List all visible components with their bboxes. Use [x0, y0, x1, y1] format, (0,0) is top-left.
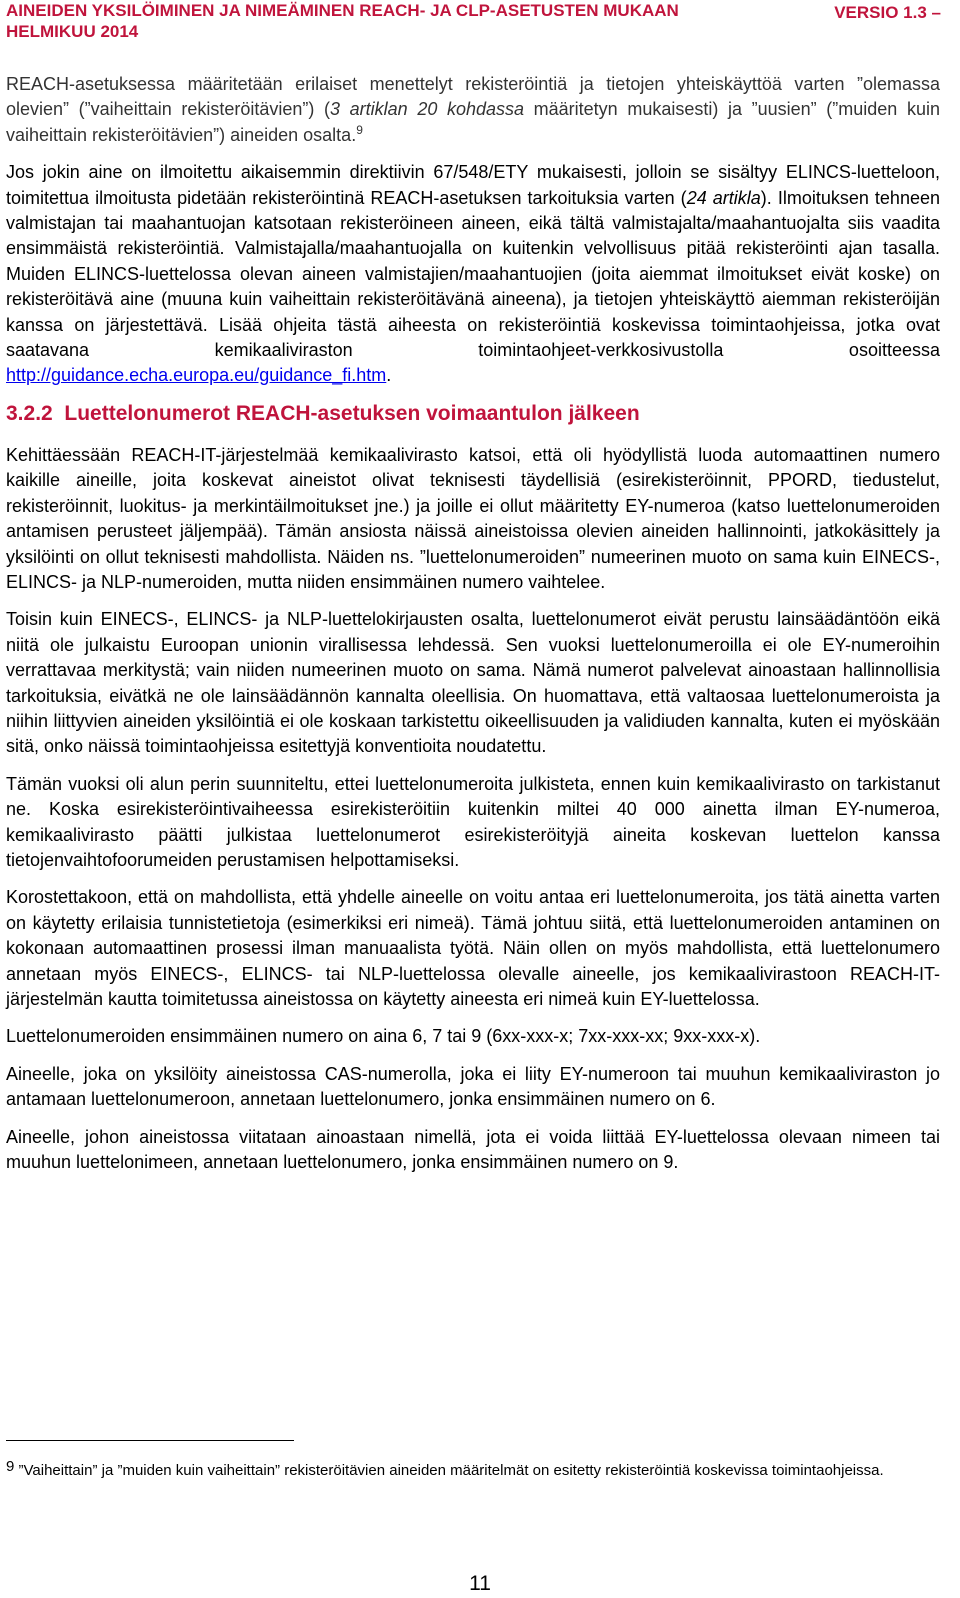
document-body: [6, 72, 940, 1187]
paragraph: Korostettakoon, että on mahdollista, että yhdelle aineelle on voitu antaa eri luettelonumeroita, jos tätä ainetta varten on käytetty erilaisia tunnistetietoja (esimerkiksi eri nimeä). Tämä johtuu siitä, että luettelonumeroiden antaminen on kokonaan automaattinen prosessi ilman manuaalista työtä. Näin ollen on myös mahdollista, että luettelonumero annetaan myös EINECS-, ELINCS- tai NLP-luettelossa olevalle aineelle, jos kemikaalivirastoon REACH-IT-järjestelmän kautta toimitetussa aineistossa on käytetty aineesta eri nimeä kuin EY-luettelossa.: [6, 887, 940, 1009]
footnote-reference[interactable]: 9: [356, 122, 363, 137]
section-heading: [6, 401, 940, 427]
footnote: [6, 1456, 940, 1481]
header-version: VERSIO 1.3 –: [834, 3, 941, 22]
footnote-text: ”Vaiheittain” ja ”muiden kuin vaiheittain” rekisteröitävien aineiden määritelmät on esitetty rekisteröintiä koskevissa toimintaohjeissa.: [18, 1462, 884, 1479]
paragraph: Aineelle, johon aineistossa viitataan ainoastaan nimellä, jota ei voida liittää EY-luettelossa olevaan nimeen tai muuhun luettelonimeen, annetaan luettelonumero, jonka ensimmäinen numero on 9.: [6, 1126, 940, 1173]
paragraph: Toisin kuin EINECS-, ELINCS- ja NLP-luettelokirjausten osalta, luettelonumerot eivät perustu lainsäädäntöön eikä niitä ole julkaistu Euroopan unionin virallisessa lehdessä. Sen vuoksi luettelonumeroilla ei ole EY-numeroihin verrattavaa merkitystä; vain niiden numeerinen muoto on sama. Nämä numerot palvelevat ainoastaan hallinnollisia tarkoituksia, eivätkä ne ole lainsäädännön kannalta oleellisia. On huomattava, että valtaosaa luettelonumeroista ja niihin liittyvien aineiden yksilöintiä ei ole koskaan tarkistettu oikeellisuuden ja validiuden kannalta, kuten ei myöskään sitä, onko näissä toimintaohjeissa esitettyjä konventioita noudatettu.: [6, 609, 940, 757]
footnote-number: 9: [6, 1458, 15, 1475]
text-run: Jos jokin aine on ilmoitettu aikaisemmin direktiivin 67/548/ETY mukaisesti, jolloin se sisältyy ELINCS-luetteloon, toimitettua ilmoitusta pidetään rekisteröintinä REACH-asetuksen tarkoituksia varten (: [6, 162, 940, 208]
paragraph-elincs: [6, 160, 940, 389]
footnote-divider: [6, 1440, 294, 1441]
paragraph: Kehittäessään REACH-IT-järjestelmää kemikaalivirasto katsoi, että oli hyödyllistä luoda automaattinen numero kaikille aineille, joita koskevat aineistot olivat teknisesti täydellisiä (esirekisteröinnit, PPORD, tiedustelut, rekisteröinnit, luokitus- ja merkintäilmoitukset jne.) ja joille ei ollut määritetty EY-numeroa (katso luettelonumeroiden antamisen perusteet jäljempää). Tämän ansiosta näissä aineistoissa olevien aineiden hallinnointi, jatkokäsittely ja yksilöinti on ollut teknisesti mahdollista. Näiden ns. ”luettelonumeroiden” numeerinen muoto on sama kuin EINECS-, ELINCS- ja NLP-numeroiden, mutta niiden ensimmäinen numero vaihtelee.: [6, 444, 940, 592]
header-date: HELMIKUU 2014: [6, 22, 139, 41]
section-number: 3.2.2: [6, 401, 53, 425]
running-header: [6, 0, 941, 42]
paragraph: Aineelle, joka on yksilöity aineistossa CAS-numerolla, joka ei liity EY-numeroon tai muuhun kemikaaliviraston jo antamaan luettelonumeroon, annetaan luettelonumero, jonka ensimmäinen numero on 6.: [6, 1063, 940, 1110]
guidance-link[interactable]: http://guidance.echa.europa.eu/guidance_fi.htm: [6, 365, 387, 386]
text-run: määritetyn mukaisesti) ja ”uusien” (”muiden kuin vaiheittain rekisteröitävien”) aineiden osalta.: [6, 99, 940, 145]
article-reference: 24 artikla: [686, 187, 761, 208]
page-number: 11: [469, 1572, 491, 1595]
paragraph: Tämän vuoksi oli alun perin suunniteltu, ettei luettelonumeroita julkisteta, ennen kuin kemikaalivirasto on tarkistanut ne. Koska esirekisteröintivaiheessa esirekisteröitiin kuitenkin miltei 40 000 ainetta ilman EY-numeroa, kemikaalivirasto päätti julkistaa luettelonumerot esirekisteröityjä aineita koskevan luettelon kanssa tietojenvaihtofoorumeiden perustamisen helpottamiseksi.: [6, 773, 940, 870]
section-title: Luettelonumerot REACH-asetuksen voimaantulon jälkeen: [64, 401, 640, 425]
text-run: .: [386, 365, 392, 386]
text-run: REACH-asetuksessa määritetään erilaiset menettelyt rekisteröintiä ja tietojen yhteiskäyttöä varten ”olemassa olevien” (”vaiheittain rekisteröitävien”) (: [6, 74, 940, 120]
article-reference: 3 artiklan 20 kohdassa: [330, 99, 525, 120]
header-title: AINEIDEN YKSILÖIMINEN JA NIMEÄMINEN REACH- JA CLP-ASETUSTEN MUKAAN: [6, 1, 679, 20]
paragraph-intro: [6, 72, 940, 148]
text-run: ). Ilmoituksen tehneen valmistajan tai maahantuojan katsotaan rekisteröineen aineen, eikä tältä valmistajalta/maahantuojalta siis vaadita ensimmäistä rekisteröintiä. Valmistajalla/maahantuojalla on kuitenkin velvollisuus pitää rekisteröinti ajan tasalla. Muiden ELINCS-luettelossa olevan aineen valmistajien/maahantuojien (joita aiemmat ilmoitukset eivät koske) on rekisteröitävä aine (muuna kuin vaiheittain rekisteröitävänä aineena), ja tietojen yhteiskäyttö aiemman rekisteröijän kanssa on järjestettävä. Lisää ohjeita tästä aiheesta on rekisteröintiä koskevissa toimintaohjeissa, jotka ovat saatavana kemikaaliviraston toimintaohjeet-verkkosivustolla osoitteessa: [6, 187, 940, 361]
paragraph: Luettelonumeroiden ensimmäinen numero on aina 6, 7 tai 9 (6xx-xxx-x; 7xx-xxx-xx; 9xx-xxx-x).: [6, 1026, 761, 1047]
